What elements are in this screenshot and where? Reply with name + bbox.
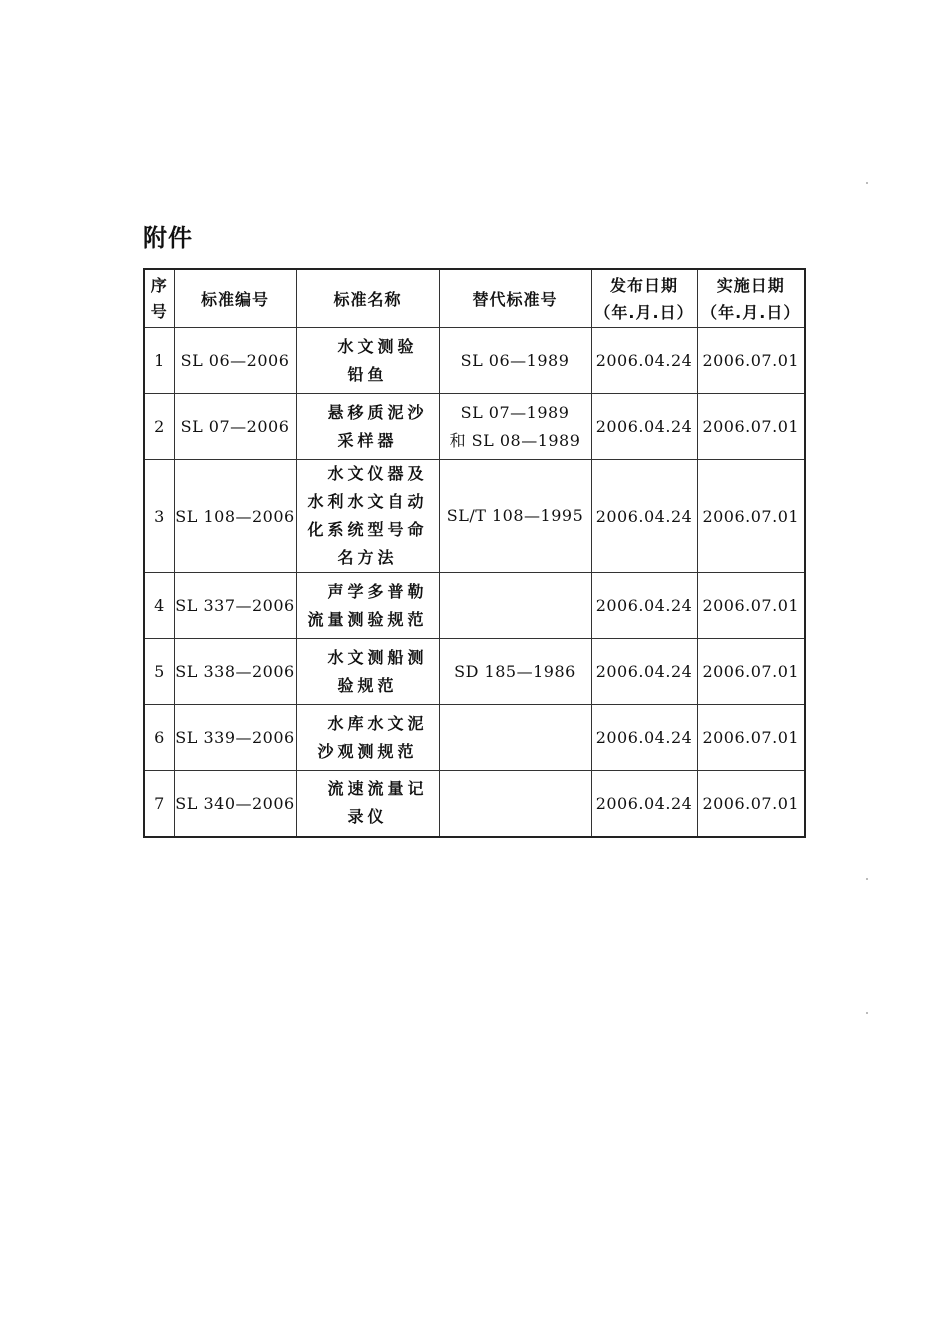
cell-seq: 5: [144, 639, 174, 705]
cell-name: [296, 573, 439, 639]
cell-code: SL 339—2006: [174, 705, 296, 771]
cell-name-line: 化系统型号命: [307, 520, 428, 539]
cell-name: [296, 639, 439, 705]
cell-replaced-line: SL/T 108—1995: [446, 506, 584, 525]
table-row: [144, 328, 805, 394]
cell-replaced-line: SD 185—1986: [454, 661, 576, 681]
cell-name-line: 录仪: [347, 807, 388, 827]
cell-replaced: [439, 328, 591, 394]
cell-issue-date: 2006.04.24: [591, 639, 697, 705]
header-seq-line: 号: [150, 301, 168, 321]
cell-replaced: [439, 394, 591, 460]
cell-issue-date: 2006.04.24: [591, 705, 697, 771]
cell-seq: 6: [144, 705, 174, 771]
table-row: [144, 460, 805, 573]
cell-name: [296, 705, 439, 771]
header-seq-line: 序: [150, 275, 168, 295]
cell-code: SL 340—2006: [174, 771, 296, 837]
header-issue-line: 发布日期: [609, 275, 678, 295]
cell-replaced: [439, 573, 591, 639]
cell-name-line: 流速流量记: [327, 779, 428, 799]
cell-seq: 3: [144, 460, 174, 573]
cell-issue-date: 2006.04.24: [591, 573, 697, 639]
header-effective-line: 实施日期: [716, 275, 785, 295]
cell-effective-date: 2006.07.01: [697, 460, 805, 573]
cell-replaced: [439, 639, 591, 705]
scan-speck: [866, 878, 868, 880]
cell-effective-date: 2006.07.01: [697, 573, 805, 639]
header-replaced: 替代标准号: [439, 269, 591, 328]
cell-name-line: 水文测船测: [327, 647, 428, 667]
cell-effective-date: 2006.07.01: [697, 394, 805, 460]
cell-name-line: 声学多普勒: [327, 581, 428, 601]
header-code: 标准编号: [174, 269, 296, 328]
cell-code: SL 07—2006: [174, 394, 296, 460]
cell-effective-date: 2006.07.01: [697, 328, 805, 394]
table-body: [144, 328, 805, 837]
table-row: [144, 639, 805, 705]
scan-speck: [866, 182, 868, 184]
cell-name: [296, 328, 439, 394]
cell-seq: 1: [144, 328, 174, 394]
cell-issue-date: 2006.04.24: [591, 328, 697, 394]
cell-name-line: 水利水文自动: [307, 492, 428, 511]
scan-speck: [866, 1012, 868, 1014]
table-row: [144, 771, 805, 837]
cell-name-line: 水库水文泥: [327, 713, 428, 733]
cell-name-line: 验规范: [337, 675, 398, 695]
cell-name-line: 水文测验: [337, 336, 418, 356]
cell-replaced-line: 和 SL 08—1989: [449, 430, 581, 450]
cell-name-line: 铅鱼: [347, 364, 388, 384]
standards-table: [143, 268, 806, 838]
cell-name: [296, 394, 439, 460]
cell-issue-date: 2006.04.24: [591, 460, 697, 573]
cell-replaced: [439, 460, 591, 573]
cell-seq: 4: [144, 573, 174, 639]
cell-effective-date: 2006.07.01: [697, 771, 805, 837]
cell-name-line: 采样器: [337, 430, 398, 450]
cell-code: SL 108—2006: [174, 460, 296, 573]
cell-replaced-line: SL 07—1989: [460, 402, 570, 422]
cell-seq: 7: [144, 771, 174, 837]
cell-code: SL 06—2006: [174, 328, 296, 394]
page-title: 附件: [143, 224, 193, 252]
table-row: [144, 705, 805, 771]
cell-effective-date: 2006.07.01: [697, 705, 805, 771]
header-seq: [144, 269, 174, 328]
table-header-row: [144, 269, 805, 328]
cell-code: SL 337—2006: [174, 573, 296, 639]
cell-name-line: 水文仪器及: [327, 464, 428, 483]
header-effective-line: （年.月.日）: [701, 302, 801, 322]
cell-replaced: [439, 771, 591, 837]
cell-name: [296, 771, 439, 837]
cell-name-line: 沙观测规范: [317, 741, 418, 761]
cell-replaced: [439, 705, 591, 771]
cell-name-line: 流量测验规范: [307, 609, 428, 629]
header-name: 标准名称: [296, 269, 439, 328]
cell-code: SL 338—2006: [174, 639, 296, 705]
cell-effective-date: 2006.07.01: [697, 639, 805, 705]
header-effective-date: [697, 269, 805, 328]
table-row: [144, 573, 805, 639]
cell-issue-date: 2006.04.24: [591, 394, 697, 460]
cell-name-line: 悬移质泥沙: [327, 402, 428, 422]
cell-seq: 2: [144, 394, 174, 460]
cell-issue-date: 2006.04.24: [591, 771, 697, 837]
header-issue-line: （年.月.日）: [594, 302, 694, 322]
table-row: [144, 394, 805, 460]
cell-name-line: 名方法: [337, 548, 398, 567]
cell-name: [296, 460, 439, 573]
cell-replaced-line: SL 06—1989: [460, 350, 570, 370]
header-issue-date: [591, 269, 697, 328]
